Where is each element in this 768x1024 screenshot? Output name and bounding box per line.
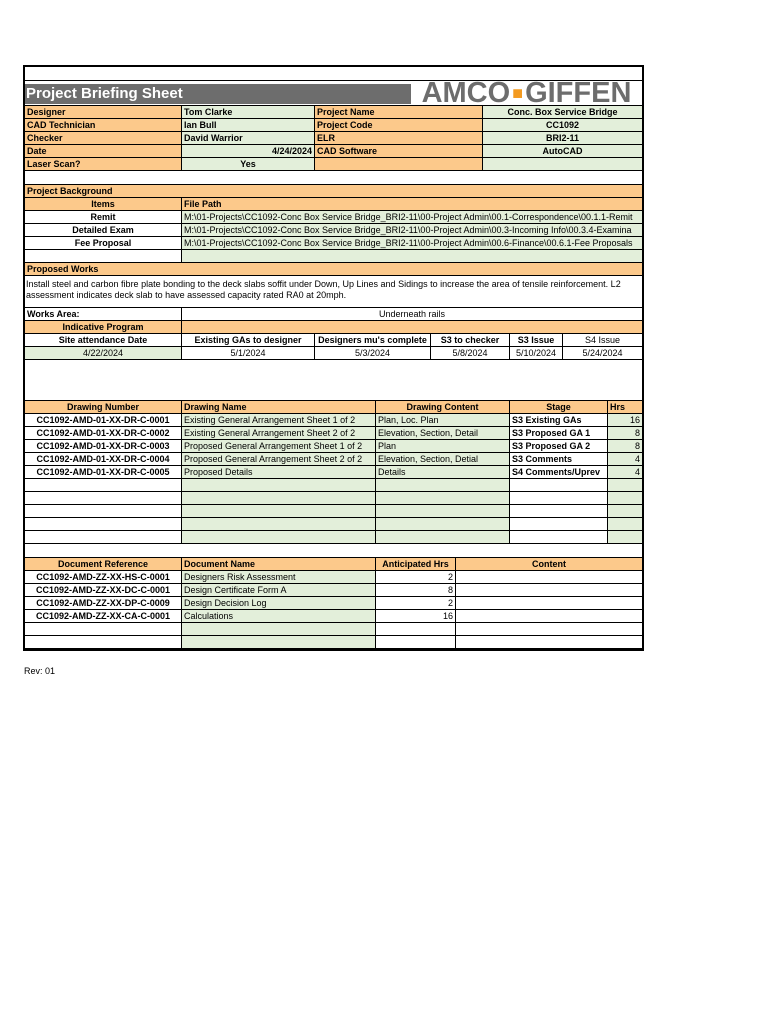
- drawing-content: [376, 492, 510, 505]
- drawing-hrs: [608, 505, 642, 518]
- drawings-header: Hrs: [608, 401, 642, 414]
- document-content: [456, 584, 642, 597]
- info-row: [25, 145, 642, 158]
- drawing-number: [25, 531, 182, 544]
- drawing-stage: [510, 479, 608, 492]
- background-item: Detailed Exam: [25, 224, 182, 237]
- title-row: [25, 81, 642, 106]
- drawing-content: [376, 505, 510, 518]
- drawing-content: Details: [376, 466, 510, 479]
- background-path: M:\01-Projects\CC1092-Conc Box Service Bridge_BRI2-11\00-Project Admin\00.6-Finance\00.6.1-Fee Proposals: [182, 237, 642, 250]
- document-row: [25, 584, 642, 597]
- document-row: [25, 571, 642, 584]
- drawing-number: [25, 492, 182, 505]
- drawing-stage: S3 Comments: [510, 453, 608, 466]
- drawing-stage: S4 Comments/Uprev: [510, 466, 608, 479]
- drawing-content: [376, 518, 510, 531]
- drawing-hrs: 4: [608, 453, 642, 466]
- drawing-row: [25, 466, 642, 479]
- info-value: Tom Clarke: [182, 106, 315, 119]
- document-row: [25, 610, 642, 623]
- drawings-header: Drawing Number: [25, 401, 182, 414]
- document-ref: CC1092-AMD-ZZ-XX-DP-C-0009: [25, 597, 182, 610]
- background-row: [25, 224, 642, 237]
- drawing-row: [25, 505, 642, 518]
- info-label-2: CAD Software: [315, 145, 483, 158]
- works-area-row: [25, 308, 642, 321]
- document-ref: CC1092-AMD-ZZ-XX-CA-C-0001: [25, 610, 182, 623]
- program-value: 4/22/2024: [25, 347, 182, 360]
- drawing-content: [376, 479, 510, 492]
- drawing-number: CC1092-AMD-01-XX-DR-C-0003: [25, 440, 182, 453]
- info-row: [25, 119, 642, 132]
- info-row: [25, 106, 642, 119]
- program-value: 5/10/2024: [510, 347, 563, 360]
- program-value: 5/3/2024: [315, 347, 431, 360]
- logo-right: GIFFEN: [525, 81, 632, 105]
- background-heading-row: [25, 185, 642, 198]
- drawing-hrs: [608, 518, 642, 531]
- program-header: S4 Issue: [563, 334, 642, 347]
- program-heading: Indicative Program: [25, 321, 182, 334]
- program-header: Designers mu's complete: [315, 334, 431, 347]
- info-label: Date: [25, 145, 182, 158]
- spacer-row: [25, 171, 642, 185]
- document-content: [456, 571, 642, 584]
- drawing-name: Proposed General Arrangement Sheet 1 of 2: [182, 440, 376, 453]
- background-row: [25, 211, 642, 224]
- documents-header-row: [25, 558, 642, 571]
- proposed-heading-row: [25, 263, 642, 276]
- document-content: [456, 610, 642, 623]
- drawing-hrs: 4: [608, 466, 642, 479]
- drawing-hrs: [608, 492, 642, 505]
- info-label: Laser Scan?: [25, 158, 182, 171]
- sheet-title: Project Briefing Sheet: [25, 84, 411, 104]
- drawing-row: [25, 531, 642, 544]
- document-name: [182, 636, 376, 649]
- drawing-number: [25, 518, 182, 531]
- program-header: S3 to checker: [431, 334, 510, 347]
- info-label-2: Project Code: [315, 119, 483, 132]
- drawings-header: Drawing Name: [182, 401, 376, 414]
- drawing-name: Proposed Details: [182, 466, 376, 479]
- info-value: Yes: [182, 158, 315, 171]
- program-value: 5/8/2024: [431, 347, 510, 360]
- document-content: [456, 636, 642, 649]
- drawing-row: [25, 479, 642, 492]
- document-hrs: 2: [376, 571, 456, 584]
- drawing-number: [25, 479, 182, 492]
- info-value-2: Conc. Box Service Bridge: [483, 106, 642, 119]
- program-values-row: [25, 347, 642, 360]
- program-value: 5/1/2024: [182, 347, 315, 360]
- info-label: Checker: [25, 132, 182, 145]
- drawing-name: Proposed General Arrangement Sheet 2 of 2: [182, 453, 376, 466]
- drawing-stage: [510, 531, 608, 544]
- drawing-hrs: [608, 479, 642, 492]
- drawing-name: [182, 479, 376, 492]
- document-name: Designers Risk Assessment: [182, 571, 376, 584]
- drawing-row: [25, 453, 642, 466]
- documents-header: Content: [456, 558, 642, 571]
- file-path-header: File Path: [182, 198, 642, 211]
- project-info: [25, 106, 642, 171]
- info-label-2: [315, 158, 483, 171]
- document-hrs: [376, 636, 456, 649]
- info-row: [25, 158, 642, 171]
- drawings-rows: [25, 414, 642, 544]
- document-content: [456, 623, 642, 636]
- works-area-value: Underneath rails: [182, 308, 642, 321]
- drawing-row: [25, 492, 642, 505]
- drawing-content: [376, 531, 510, 544]
- document-row: [25, 636, 642, 649]
- spacer-block: [25, 360, 642, 401]
- drawing-row: [25, 518, 642, 531]
- info-value-2: BRI2-11: [483, 132, 642, 145]
- drawing-content: Plan: [376, 440, 510, 453]
- drawing-name: [182, 492, 376, 505]
- drawing-content: Elevation, Section, Detail: [376, 427, 510, 440]
- drawings-header: Drawing Content: [376, 401, 510, 414]
- drawings-header: Stage: [510, 401, 608, 414]
- proposed-heading: Proposed Works: [25, 263, 642, 276]
- drawing-number: CC1092-AMD-01-XX-DR-C-0001: [25, 414, 182, 427]
- background-item: Remit: [25, 211, 182, 224]
- background-empty-row: [25, 250, 642, 263]
- drawing-content: Plan, Loc. Plan: [376, 414, 510, 427]
- proposed-description: Install steel and carbon fibre plate bonding to the deck slabs soffit under Down, Up Lines and Sidings to increase the area of tensile reinforcement. L2 assessment indicates deck slab to have assessed capacity rated RA0 at 20mph.: [25, 276, 642, 308]
- background-rows: [25, 211, 642, 250]
- document-ref: [25, 623, 182, 636]
- background-path: M:\01-Projects\CC1092-Conc Box Service Bridge_BRI2-11\00-Project Admin\00.3-Incoming Info\00.3.4-Examina: [182, 224, 642, 237]
- document-hrs: 2: [376, 597, 456, 610]
- document-content: [456, 597, 642, 610]
- document-row: [25, 623, 642, 636]
- revision-label: Rev: 01: [24, 666, 56, 676]
- drawing-name: Existing General Arrangement Sheet 1 of 2: [182, 414, 376, 427]
- documents-rows: [25, 571, 642, 649]
- spacer-row: [25, 544, 642, 558]
- info-label-2: Project Name: [315, 106, 483, 119]
- document-name: [182, 623, 376, 636]
- drawing-stage: S3 Proposed GA 2: [510, 440, 608, 453]
- drawing-name: [182, 505, 376, 518]
- drawing-row: [25, 414, 642, 427]
- drawing-stage: [510, 492, 608, 505]
- program-header: Site attendance Date: [25, 334, 182, 347]
- drawing-stage: S3 Proposed GA 1: [510, 427, 608, 440]
- document-ref: [25, 636, 182, 649]
- drawing-hrs: 16: [608, 414, 642, 427]
- works-area-label: Works Area:: [25, 308, 182, 321]
- items-header: Items: [25, 198, 182, 211]
- drawing-hrs: 8: [608, 440, 642, 453]
- info-value-2: CC1092: [483, 119, 642, 132]
- document-ref: CC1092-AMD-ZZ-XX-DC-C-0001: [25, 584, 182, 597]
- program-header-row: [25, 334, 642, 347]
- documents-header: Anticipated Hrs: [376, 558, 456, 571]
- company-logo: [411, 81, 642, 105]
- drawing-number: CC1092-AMD-01-XX-DR-C-0002: [25, 427, 182, 440]
- drawing-number: CC1092-AMD-01-XX-DR-C-0004: [25, 453, 182, 466]
- info-label: CAD Technician: [25, 119, 182, 132]
- info-label-2: ELR: [315, 132, 483, 145]
- info-label: Designer: [25, 106, 182, 119]
- program-heading-row: [25, 321, 642, 334]
- document-name: Calculations: [182, 610, 376, 623]
- drawing-name: [182, 531, 376, 544]
- logo-left: AMCO: [421, 81, 511, 105]
- documents-header: Document Reference: [25, 558, 182, 571]
- document-hrs: [376, 623, 456, 636]
- info-value: Ian Bull: [182, 119, 315, 132]
- logo-dot-icon: ■: [512, 82, 524, 103]
- drawing-number: CC1092-AMD-01-XX-DR-C-0005: [25, 466, 182, 479]
- document-row: [25, 597, 642, 610]
- documents-header: Document Name: [182, 558, 376, 571]
- drawing-stage: S3 Existing GAs: [510, 414, 608, 427]
- document-hrs: 16: [376, 610, 456, 623]
- drawing-row: [25, 440, 642, 453]
- drawing-stage: [510, 505, 608, 518]
- briefing-sheet: [23, 65, 644, 651]
- info-value-2: AutoCAD: [483, 145, 642, 158]
- program-header: S3 Issue: [510, 334, 563, 347]
- background-row: [25, 237, 642, 250]
- info-value-2: [483, 158, 642, 171]
- info-row: [25, 132, 642, 145]
- drawing-content: Elevation, Section, Detial: [376, 453, 510, 466]
- background-item: Fee Proposal: [25, 237, 182, 250]
- document-hrs: 8: [376, 584, 456, 597]
- document-name: Design Certificate Form A: [182, 584, 376, 597]
- document-ref: CC1092-AMD-ZZ-XX-HS-C-0001: [25, 571, 182, 584]
- background-heading: Project Background: [25, 185, 642, 198]
- background-header-row: [25, 198, 642, 211]
- drawing-number: [25, 505, 182, 518]
- info-value: 4/24/2024: [182, 145, 315, 158]
- drawing-hrs: 8: [608, 427, 642, 440]
- drawing-hrs: [608, 531, 642, 544]
- drawing-name: Existing General Arrangement Sheet 2 of 2: [182, 427, 376, 440]
- program-value: 5/24/2024: [563, 347, 642, 360]
- top-spacer: [25, 67, 642, 81]
- document-name: Design Decision Log: [182, 597, 376, 610]
- drawing-stage: [510, 518, 608, 531]
- background-path: M:\01-Projects\CC1092-Conc Box Service Bridge_BRI2-11\00-Project Admin\00.1-Correspondence\00.1.1-Remit: [182, 211, 642, 224]
- program-header: Existing GAs to designer: [182, 334, 315, 347]
- drawing-name: [182, 518, 376, 531]
- drawings-header-row: [25, 401, 642, 414]
- info-value: David Warrior: [182, 132, 315, 145]
- drawing-row: [25, 427, 642, 440]
